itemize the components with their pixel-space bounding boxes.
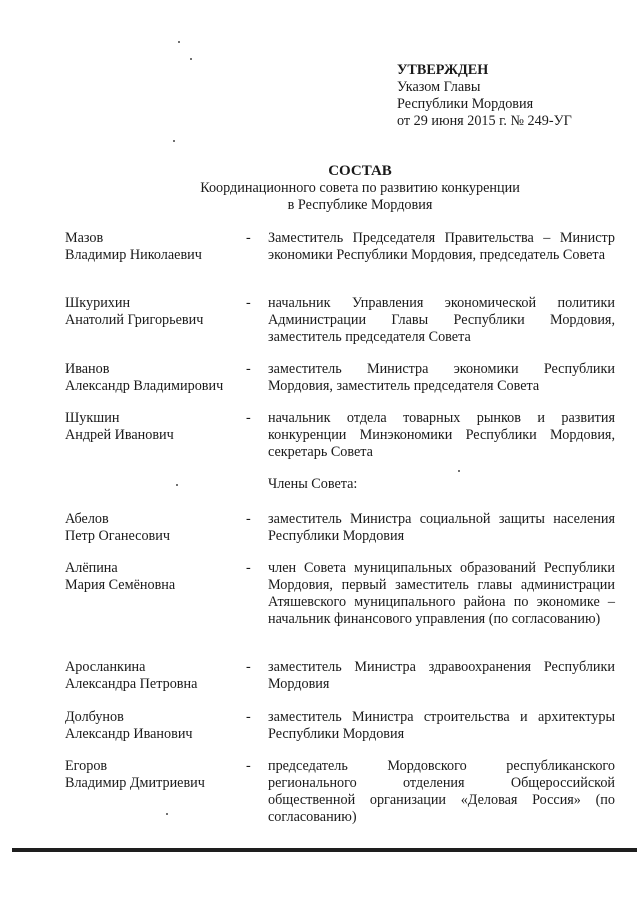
member-position: заместитель Министра экономики Республики Мордовия, заместитель председателя Совета (268, 361, 615, 394)
member-surname: Шукшин (65, 410, 120, 426)
member-surname: Алёпина (65, 560, 118, 576)
scan-edge-line (12, 848, 637, 852)
approval-heading: УТВЕРЖДЕН (397, 62, 489, 78)
member-position: заместитель Министра строительства и архитектуры Республики Мордовия (268, 709, 615, 742)
member-name (65, 659, 245, 693)
member-name (65, 511, 245, 545)
member-position: начальник Управления экономической политики Администрации Главы Республики Мордовия, заместитель председателя Совета (268, 295, 615, 345)
approval-line: Указом Главы (397, 79, 481, 95)
member-given-name: Мария Семёновна (65, 577, 176, 593)
separator-dash: - (246, 560, 251, 576)
member-given-name: Александр Владимирович (65, 378, 224, 394)
title-line: в Республике Мордовия (287, 197, 433, 213)
member-given-name: Александр Иванович (65, 726, 193, 742)
separator-dash: - (246, 758, 251, 774)
member-given-name: Александра Петровна (65, 676, 198, 692)
approval-line: от 29 июня 2015 г. № 249-УГ (397, 113, 572, 129)
member-name (65, 758, 245, 792)
member-position: начальник отдела товарных рынков и развития конкуренции Минэкономики Республики Мордовия, секретарь Совета (268, 410, 615, 460)
member-position: заместитель Министра социальной защиты населения Республики Мордовия (268, 511, 615, 544)
member-surname: Аросланкина (65, 659, 146, 675)
scan-speck (166, 813, 168, 815)
member-name (65, 410, 245, 444)
separator-dash: - (246, 295, 251, 311)
title-main: СОСТАВ (328, 163, 392, 179)
scan-speck (173, 140, 175, 142)
members-label: Члены Совета: (268, 476, 358, 492)
member-given-name: Петр Оганесович (65, 528, 170, 544)
separator-dash: - (246, 709, 251, 725)
separator-dash: - (246, 361, 251, 377)
approval-line: Республики Мордовия (397, 96, 534, 112)
scan-speck (176, 484, 178, 486)
member-surname: Егоров (65, 758, 108, 774)
title-line: Координационного совета по развитию конкуренции (200, 180, 520, 196)
member-surname: Абелов (65, 511, 109, 527)
member-position: Заместитель Председателя Правительства – Министр экономики Республики Мордовия, председатель Совета (268, 230, 615, 263)
scan-speck (458, 470, 460, 472)
member-surname: Иванов (65, 361, 110, 377)
member-surname: Шкурихин (65, 295, 131, 311)
member-given-name: Андрей Иванович (65, 427, 174, 443)
member-name (65, 361, 245, 395)
approval-stamp (397, 62, 632, 130)
member-name (65, 709, 245, 743)
member-name (65, 230, 245, 264)
scan-speck (190, 58, 192, 60)
document-title (140, 163, 580, 214)
member-position: заместитель Министра здравоохранения Республики Мордовия (268, 659, 615, 692)
member-position: председатель Мордовского республиканского регионального отделения Общероссийской общественной организации «Деловая Россия» (по согласованию) (268, 758, 615, 825)
member-surname: Мазов (65, 230, 104, 246)
separator-dash: - (246, 230, 251, 246)
member-name (65, 295, 245, 329)
member-given-name: Владимир Николаевич (65, 247, 202, 263)
separator-dash: - (246, 511, 251, 527)
scan-speck (178, 41, 180, 43)
member-position: член Совета муниципальных образований Республики Мордовия, первый заместитель главы администрации Атяшевского муниципального района по экономике – начальник финансового управления (по согласованию) (268, 560, 615, 627)
member-given-name: Анатолий Григорьевич (65, 312, 204, 328)
member-surname: Долбунов (65, 709, 124, 725)
member-name (65, 560, 245, 594)
member-given-name: Владимир Дмитриевич (65, 775, 205, 791)
separator-dash: - (246, 410, 251, 426)
separator-dash: - (246, 659, 251, 675)
